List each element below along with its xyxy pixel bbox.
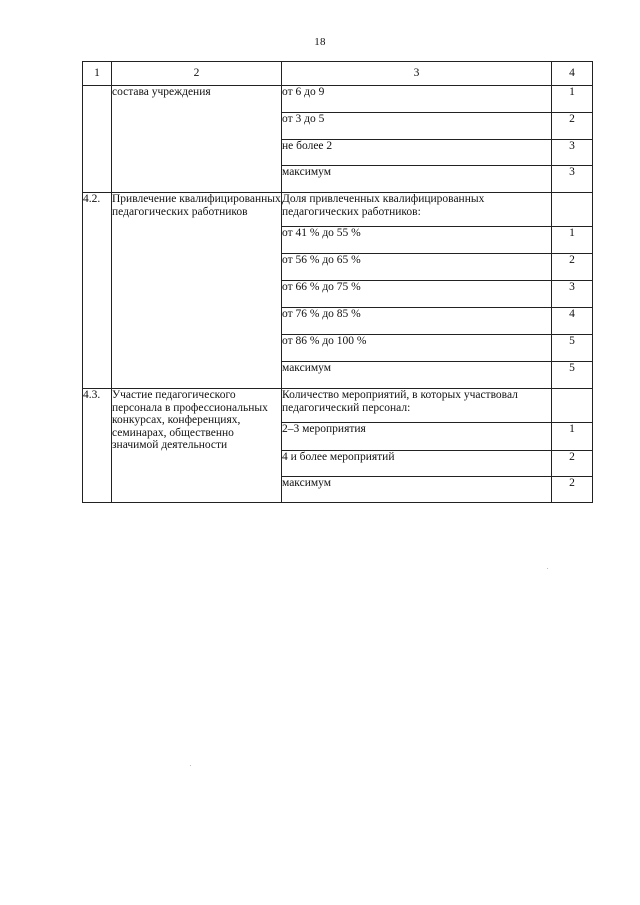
score-cell: 5 bbox=[552, 362, 593, 389]
indicator-cell: от 86 % до 100 % bbox=[282, 335, 552, 362]
scan-speck bbox=[190, 765, 191, 766]
scan-speck bbox=[547, 568, 548, 569]
indicator-cell: от 3 до 5 bbox=[282, 113, 552, 140]
score-cell: 2 bbox=[552, 113, 593, 140]
indicator-cell: максимум bbox=[282, 477, 552, 503]
section-number-cell: 4.3. bbox=[83, 389, 112, 503]
criterion-name-cell: Участие педагогического персонала в профессиональных конкурсах, конференциях, семинарах, общественно значимой деятельности bbox=[112, 389, 282, 503]
score-cell: 1 bbox=[552, 227, 593, 254]
score-cell: 3 bbox=[552, 140, 593, 166]
indicator-cell: от 56 % до 65 % bbox=[282, 254, 552, 281]
indicator-intro-cell: Доля привлеченных квалифицированных педагогических работников: bbox=[282, 193, 552, 227]
indicator-intro-cell: Количество мероприятий, в которых участвовал педагогический персонал: bbox=[282, 389, 552, 423]
criterion-name-cell: состава учреждения bbox=[112, 86, 282, 193]
indicator-cell: не более 2 bbox=[282, 140, 552, 166]
score-cell-empty bbox=[552, 389, 593, 423]
table-row bbox=[83, 193, 593, 227]
indicator-cell: 2–3 мероприятия bbox=[282, 423, 552, 451]
score-cell: 3 bbox=[552, 281, 593, 308]
column-header-4: 4 bbox=[552, 62, 593, 86]
score-cell: 2 bbox=[552, 254, 593, 281]
score-cell: 1 bbox=[552, 423, 593, 451]
column-header-3: 3 bbox=[282, 62, 552, 86]
score-cell: 4 bbox=[552, 308, 593, 335]
indicator-cell: от 66 % до 75 % bbox=[282, 281, 552, 308]
table-row bbox=[83, 86, 593, 113]
column-header-2: 2 bbox=[112, 62, 282, 86]
indicator-cell: 4 и более мероприятий bbox=[282, 451, 552, 477]
indicator-cell: максимум bbox=[282, 362, 552, 389]
score-cell: 2 bbox=[552, 451, 593, 477]
section-number-cell bbox=[83, 86, 112, 193]
score-cell: 1 bbox=[552, 86, 593, 113]
score-cell: 3 bbox=[552, 166, 593, 193]
table-row bbox=[83, 389, 593, 423]
indicator-cell: от 76 % до 85 % bbox=[282, 308, 552, 335]
table-header-row bbox=[83, 62, 593, 86]
score-cell: 5 bbox=[552, 335, 593, 362]
page-number: 18 bbox=[314, 36, 326, 48]
section-number-cell: 4.2. bbox=[83, 193, 112, 389]
indicator-cell: от 41 % до 55 % bbox=[282, 227, 552, 254]
indicator-cell: от 6 до 9 bbox=[282, 86, 552, 113]
criterion-name-cell: Привлечение квалифицированных педагогических работников bbox=[112, 193, 282, 389]
column-header-1: 1 bbox=[83, 62, 112, 86]
score-cell: 2 bbox=[552, 477, 593, 503]
score-cell-empty bbox=[552, 193, 593, 227]
indicator-cell: максимум bbox=[282, 166, 552, 193]
criteria-table bbox=[82, 61, 593, 503]
